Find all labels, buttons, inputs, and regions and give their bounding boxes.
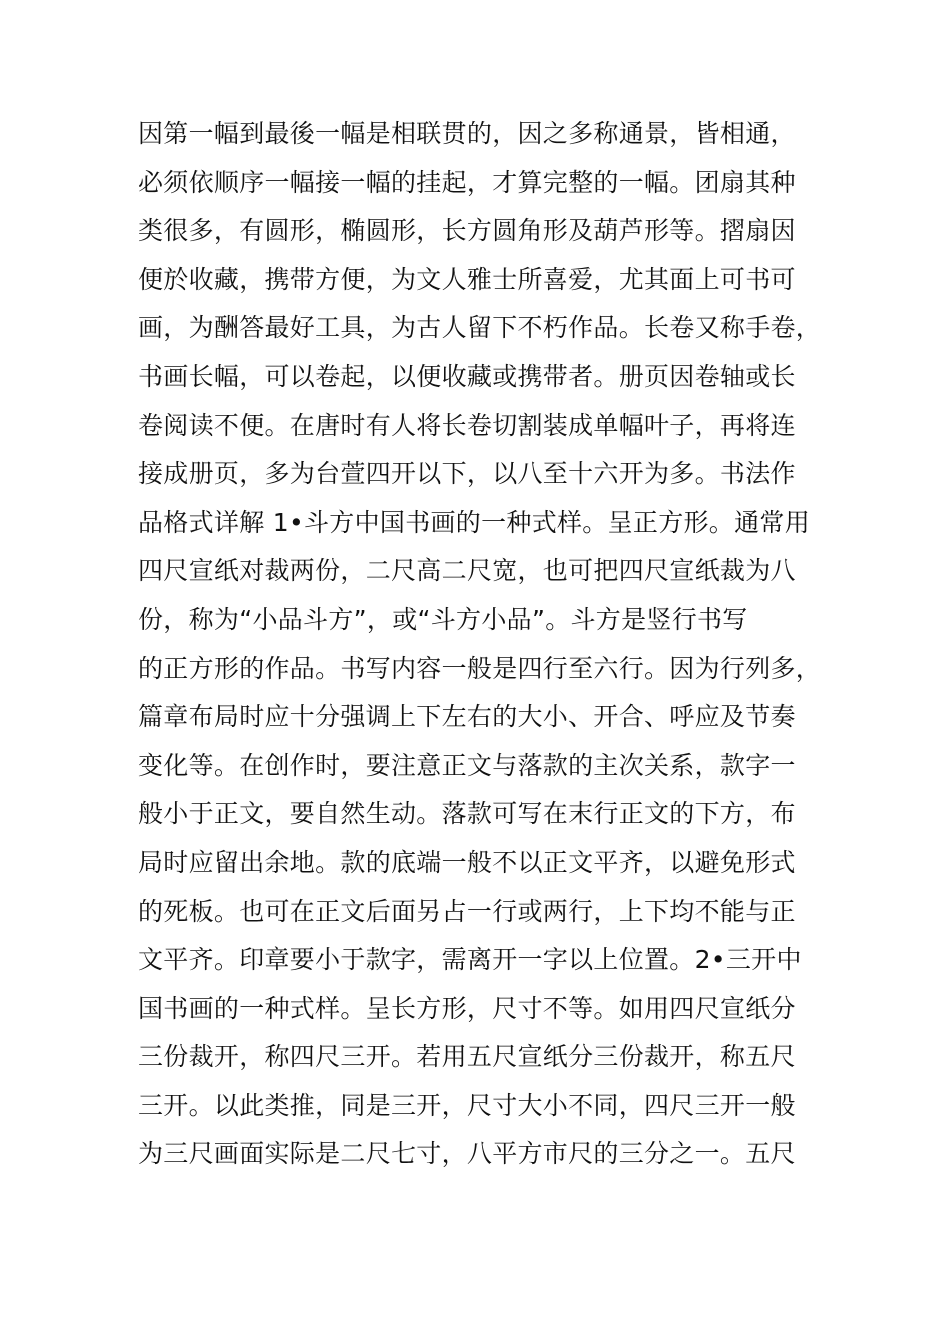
- body-text: [138, 110, 828, 1179]
- text-line: 便於收藏，携带方便，为文人雅士所喜爱，尤其面上可书可: [138, 264, 796, 294]
- text-line: 因第一幅到最後一幅是相联贯的，因之多称通景，皆相通，: [138, 119, 796, 148]
- text-line: 为三尺画面实际是二尺七寸，八平方市尺的三分之一。五尺: [138, 1139, 796, 1169]
- text-line: 局时应留出余地。款的底端一般不以正文平齐，以避免形式: [138, 847, 796, 877]
- text-line: 类很多，有圆形，椭圆形，长方圆角形及葫芦形等。摺扇因: [138, 216, 796, 246]
- text-line: 变化等。在创作时，要注意正文与落款的主次关系，款字一: [138, 750, 796, 780]
- text-line: 国书画的一种式样。呈长方形，尺寸不等。如用四尺宣纸分: [138, 993, 796, 1023]
- text-line: 三份裁开，称四尺三开。若用五尺宣纸分三份裁开，称五尺: [138, 1042, 796, 1072]
- text-line: 画，为酬答最好工具，为古人留下不朽作品。长卷又称手卷，: [138, 313, 822, 343]
- text-line: 必须依顺序一幅接一幅的挂起，才算完整的一幅。团扇其种: [138, 167, 796, 197]
- text-line: 书画长幅，可以卷起，以便收藏或携带者。册页因卷轴或长: [138, 361, 796, 391]
- text-line: 份，称为“小品斗方”，或“斗方小品”。斗方是竖行书写: [138, 604, 748, 634]
- text-line: 接成册页，多为台萱四开以下，以八至十六开为多。书法作: [138, 459, 796, 489]
- text-line: 文平齐。印章要小于款字，需离开一字以上位置。2•三开中: [138, 945, 802, 975]
- text-line: 三开。以此类推，同是三开，尺寸大小不同，四尺三开一般: [138, 1090, 796, 1120]
- text-line: 卷阅读不便。在唐时有人将长卷切割装成单幅叶子，再将连: [138, 410, 796, 440]
- text-line: 篇章布局时应十分强调上下左右的大小、开合、呼应及节奏: [138, 702, 796, 732]
- text-line: 品格式详解 1•斗方中国书画的一种式样。呈正方形。通常用: [138, 507, 811, 537]
- text-line: 般小于正文，要自然生动。落款可写在末行正文的下方，布: [138, 799, 796, 829]
- text-line: 四尺宣纸对裁两份，二尺高二尺宽，也可把四尺宣纸裁为八: [138, 556, 796, 586]
- text-line: 的正方形的作品。书写内容一般是四行至六行。因为行列多，: [138, 653, 822, 683]
- text-line: 的死板。也可在正文后面另占一行或两行，上下均不能与正: [138, 896, 796, 926]
